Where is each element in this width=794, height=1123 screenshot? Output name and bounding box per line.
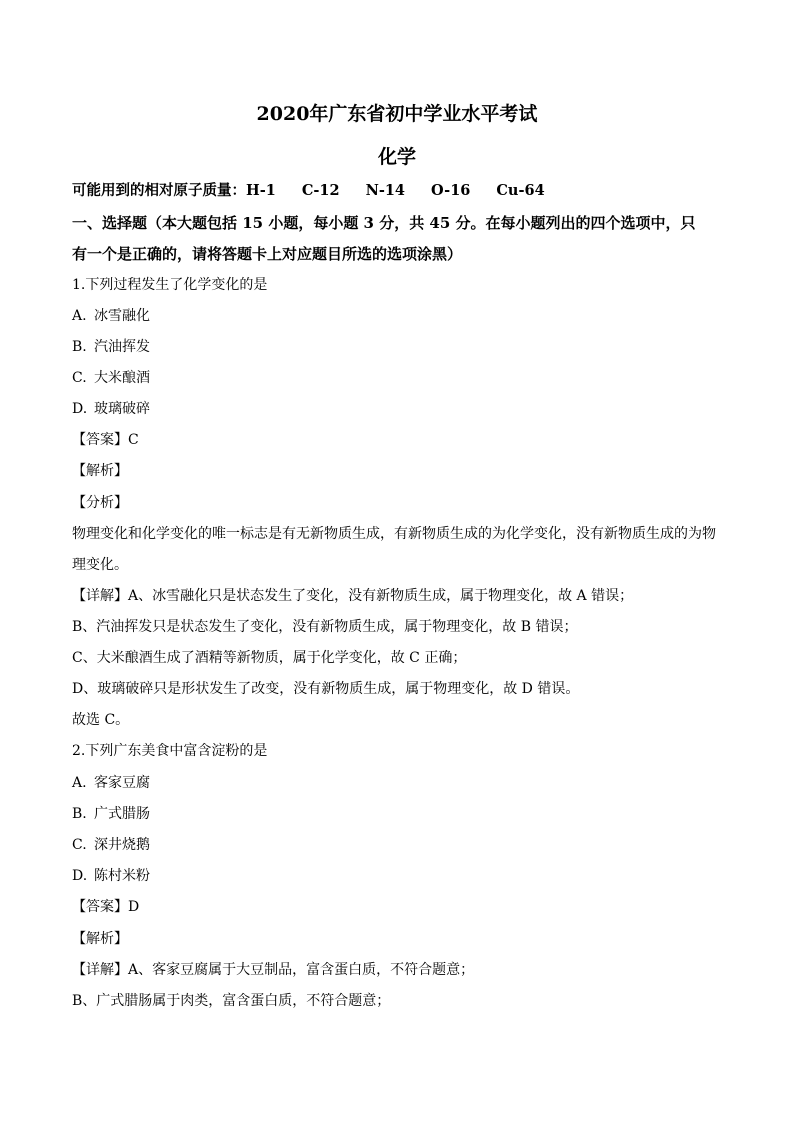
q2-option-c-letter: C. xyxy=(72,837,87,853)
q2-answer xyxy=(72,897,139,917)
atomic-masses-label: 可能用到的相对原子质量： xyxy=(72,182,246,199)
q2-option-b-text: 广式腊肠 xyxy=(94,806,150,822)
q1-option-b-letter: B. xyxy=(72,339,87,355)
q1-option-a-letter: A. xyxy=(72,308,87,324)
q2-stem: 2.下列广东美食中富含淀粉的是 xyxy=(72,743,268,759)
mass-o: O-16 xyxy=(431,182,471,199)
q2-detail-a xyxy=(72,960,474,980)
q2-option-d-text: 陈村米粉 xyxy=(94,868,150,884)
section-heading-line2: 有一个是正确的，请将答题卡上对应题目所选的选项涂黑） xyxy=(72,245,463,263)
q1-option-a xyxy=(72,306,150,326)
section-heading-line1: 一、选择题（本大题包括 15 小题，每小题 3 分，共 45 分。在每小题列出的四个选项中，只 xyxy=(72,214,696,232)
q1-option-d-text: 玻璃破碎 xyxy=(94,401,150,417)
q1-fenxi-tag: 【分析】 xyxy=(72,495,128,511)
q2-option-c-text: 深井烧鹅 xyxy=(94,837,150,853)
q1-option-c xyxy=(72,368,150,388)
q2-option-b xyxy=(72,804,150,824)
q2-option-a xyxy=(72,773,150,793)
q1-detail-a xyxy=(72,586,633,606)
mass-n: N-14 xyxy=(365,182,406,199)
q1-stem: 1.下列过程发生了化学变化的是 xyxy=(72,277,268,293)
exam-title: 2020年广东省初中学业水平考试 xyxy=(256,103,538,125)
q2-jiexi-tag: 【解析】 xyxy=(72,931,128,947)
q2-option-a-letter: A. xyxy=(72,775,87,791)
q2-detail-tag: 【详解】 xyxy=(72,962,128,978)
q1-detail-tag: 【详解】 xyxy=(72,588,128,604)
q2-detail-b: B、广式腊肠属于肉类，富含蛋白质，不符合题意； xyxy=(72,993,391,1009)
q1-answer-value: C xyxy=(128,432,139,448)
q2-option-c xyxy=(72,835,150,855)
mass-cu: Cu-64 xyxy=(496,182,545,199)
q1-option-b xyxy=(72,337,150,357)
q1-analysis-line1: 物理变化和化学变化的唯一标志是有无新物质生成，有新物质生成的为化学变化，没有新物质生成的为物 xyxy=(72,526,716,542)
q1-detail-b: B、汽油挥发只是状态发生了变化，没有新物质生成，属于物理变化，故 B 错误； xyxy=(72,619,578,635)
q1-option-b-text: 汽油挥发 xyxy=(94,339,150,355)
q1-option-c-text: 大米酿酒 xyxy=(94,370,150,386)
q2-option-a-text: 客家豆腐 xyxy=(94,775,150,791)
q1-option-d-letter: D. xyxy=(72,401,88,417)
q1-detail-a-text: A、冰雪融化只是状态发生了变化，没有新物质生成，属于物理变化，故 A 错误； xyxy=(128,588,634,604)
subject-title: 化学 xyxy=(377,146,416,168)
q1-option-c-letter: C. xyxy=(72,370,87,386)
q2-option-b-letter: B. xyxy=(72,806,87,822)
q2-answer-value: D xyxy=(128,899,140,915)
q1-jiexi-tag: 【解析】 xyxy=(72,463,128,479)
q1-analysis-line2: 理变化。 xyxy=(72,557,128,573)
mass-h: H-1 xyxy=(246,182,276,199)
q2-option-d-letter: D. xyxy=(72,868,88,884)
atomic-masses xyxy=(72,181,545,201)
q1-detail-c: C、大米酿酒生成了酒精等新物质，属于化学变化，故 C 正确； xyxy=(72,650,467,666)
mass-c: C-12 xyxy=(301,182,340,199)
q1-detail-d: D、玻璃破碎只是形状发生了改变，没有新物质生成，属于物理变化，故 D 错误。 xyxy=(72,681,580,697)
q2-answer-tag: 【答案】 xyxy=(72,899,128,915)
q1-conclusion: 故选 C。 xyxy=(72,712,130,728)
q2-option-d xyxy=(72,866,150,886)
q1-answer-tag: 【答案】 xyxy=(72,432,128,448)
q2-detail-a-text: A、客家豆腐属于大豆制品，富含蛋白质，不符合题意； xyxy=(128,962,475,978)
q1-option-d xyxy=(72,399,150,419)
q1-answer xyxy=(72,430,139,450)
q1-option-a-text: 冰雪融化 xyxy=(94,308,150,324)
